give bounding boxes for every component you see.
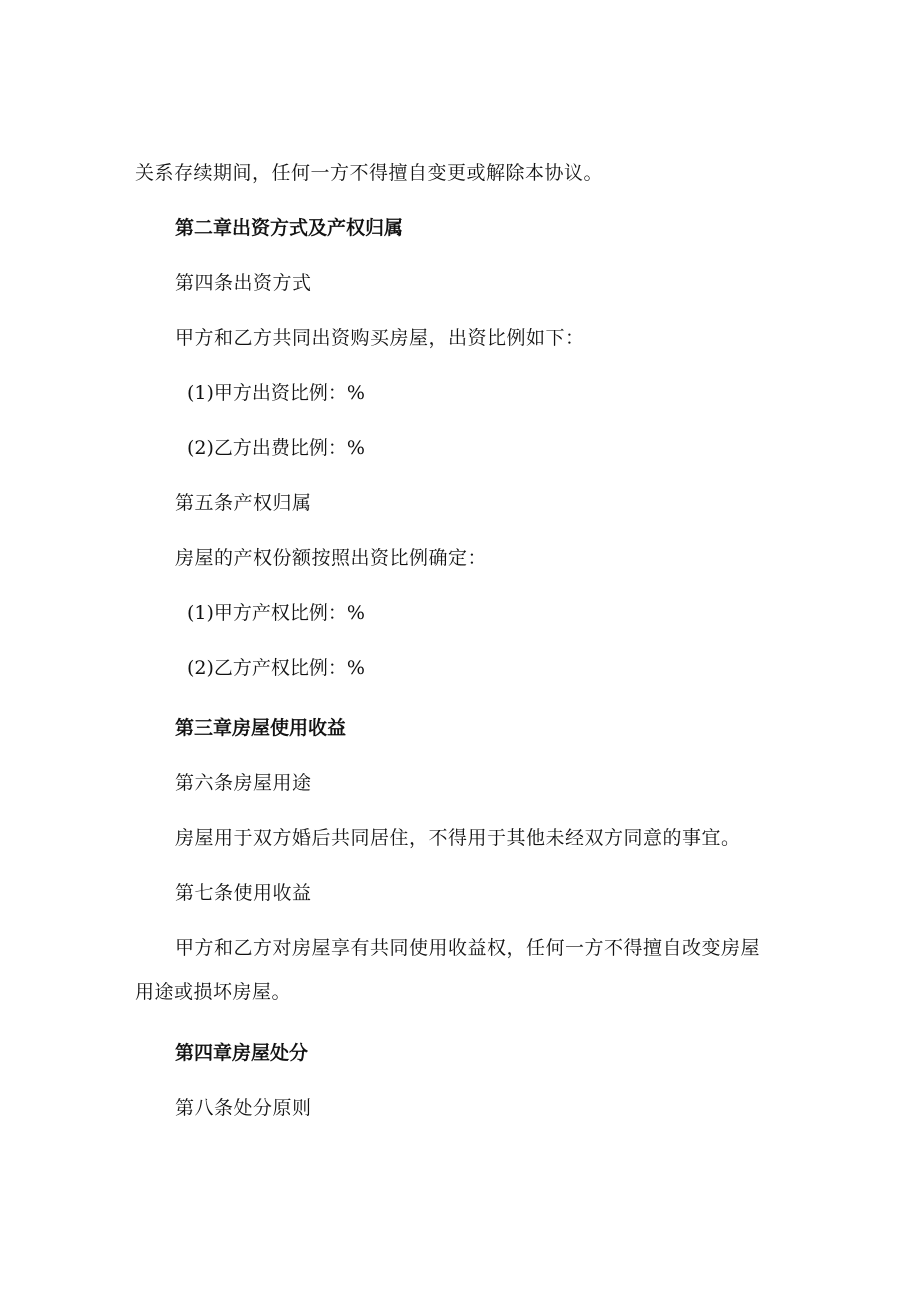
chapter-4-title: 第四章房屋处分 — [175, 1042, 309, 1064]
article-6-title: 第六条房屋用途 — [175, 772, 312, 794]
article-4-item-1: (1)甲方出资比例：% — [187, 382, 365, 404]
article-4-title: 第四条出资方式 — [175, 272, 312, 294]
article-8-title: 第八条处分原则 — [175, 1097, 312, 1119]
article-7-text-line-2: 用途或损坏房屋。 — [135, 981, 292, 1003]
article-4-item-2: (2)乙方出费比例：% — [187, 437, 365, 459]
article-7-title: 第七条使用收益 — [175, 882, 312, 904]
article-5-item-1: (1)甲方产权比例：% — [187, 602, 365, 624]
article-5-intro: 房屋的产权份额按照出资比例确定： — [175, 547, 488, 569]
article-4-intro: 甲方和乙方共同出资购买房屋，出资比例如下： — [175, 327, 585, 349]
continuation-text: 关系存续期间，任何一方不得擅自变更或解除本协议。 — [135, 162, 604, 184]
article-5-item-2: (2)乙方产权比例：% — [187, 657, 365, 679]
article-5-title: 第五条产权归属 — [175, 492, 312, 514]
chapter-3-title: 第三章房屋使用收益 — [175, 717, 347, 739]
article-6-text: 房屋用于双方婚后共同居住，不得用于其他未经双方同意的事宜。 — [175, 827, 741, 849]
article-7-text-line-1: 甲方和乙方对房屋享有共同使用收益权，任何一方不得擅自改变房屋 — [175, 937, 761, 959]
chapter-2-title: 第二章出资方式及产权归属 — [175, 217, 404, 239]
